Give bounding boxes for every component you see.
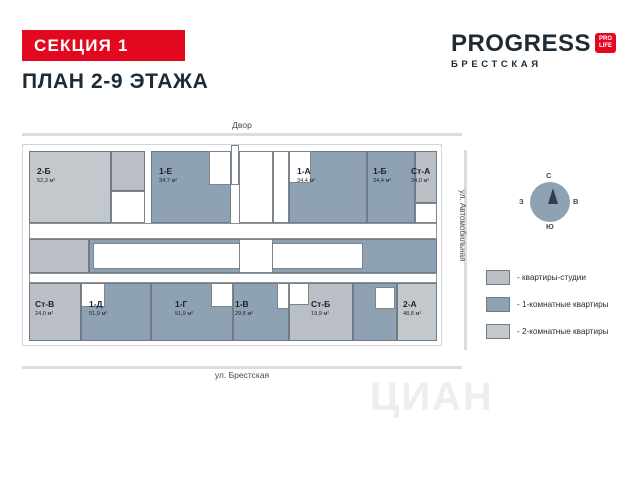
legend-label-one-room: - 1-комнатные квартиры <box>517 300 609 309</box>
label-1-A: 1-А 34,4 м² <box>297 166 316 185</box>
bathroom-1-V <box>277 283 289 309</box>
stair-core <box>239 151 273 223</box>
legend-label-two-room: - 2-комнатные квартиры <box>517 327 609 336</box>
street-bottom-text: ул. Брестская <box>214 370 270 380</box>
corridor-lower <box>29 273 437 283</box>
section-badge: СЕКЦИЯ 1 <box>22 30 185 61</box>
compass-north-label: С <box>546 171 552 180</box>
bathroom-2-A <box>375 287 395 309</box>
apartment-annex-a[interactable] <box>111 151 145 191</box>
label-St-A: Ст-А 24,0 м² <box>411 166 431 185</box>
watermark: ЦИАН <box>370 375 494 419</box>
label-St-V: Ст-В 24,0 м² <box>35 299 55 318</box>
logo-badge-line1: PRO <box>598 36 612 42</box>
apartment-1-B-top[interactable] <box>367 151 415 223</box>
logo-subtitle: БРЕСТСКАЯ <box>450 59 542 70</box>
legend-swatch-two-room <box>486 324 510 339</box>
bathroom-1-G <box>211 283 233 307</box>
inner-court <box>93 243 363 269</box>
label-2-A: 2-А 48,8 м² <box>403 299 422 318</box>
legend-label-studio: - квартиры-студии <box>517 273 586 282</box>
compass-south-label: Ю <box>546 222 554 231</box>
label-St-B: Ст-Б 19,9 м² <box>311 299 331 318</box>
logo-badge <box>595 33 616 53</box>
utility-left[interactable] <box>29 239 89 273</box>
compass-east-label: В <box>573 197 579 206</box>
page-title: ПЛАН 2-9 ЭТАЖА <box>22 70 209 93</box>
legend-item-one-room <box>486 297 631 312</box>
legend <box>486 270 631 351</box>
stair-core-lower <box>239 239 273 273</box>
corridor-upper <box>29 223 437 239</box>
street-top-text: Двор <box>232 120 252 130</box>
street-right-text: ул. Автомобильная <box>458 190 467 262</box>
service-room-a <box>111 191 145 223</box>
legend-swatch-studio <box>486 270 510 285</box>
label-2-B: 2-Б 52,3 м² <box>37 166 56 185</box>
compass-rose <box>520 172 580 232</box>
logo-badge-line2: LIFE <box>598 43 612 49</box>
brand-logo <box>451 30 616 70</box>
floor-plate <box>22 144 442 346</box>
legend-item-two-room <box>486 324 631 339</box>
bathroom-St-B <box>289 283 309 305</box>
logo-wordmark: PROGRESS <box>450 30 591 57</box>
label-1-G: 1-Г 51,9 м² <box>175 299 194 318</box>
legend-item-studio <box>486 270 631 285</box>
street-label-right <box>458 150 480 350</box>
shaft-left <box>231 145 239 185</box>
label-1-B: 1-Б 34,4 м² <box>373 166 392 185</box>
compass-needle-icon <box>548 188 558 204</box>
apartment-2-B[interactable] <box>29 151 111 223</box>
label-1-E: 1-Е 34,7 м² <box>159 166 178 185</box>
label-1-D: 1-Д 51,9 м² <box>89 299 108 318</box>
street-bottom-line <box>22 366 462 369</box>
plan-area <box>22 120 467 395</box>
street-label-top <box>22 120 462 134</box>
bathroom-1-E <box>209 151 231 185</box>
label-1-V: 1-В 29,6 м² <box>235 299 254 318</box>
legend-swatch-one-room <box>486 297 510 312</box>
compass-west-label: З <box>519 197 524 206</box>
elevator-shaft <box>273 151 289 223</box>
street-top-line <box>22 133 462 136</box>
service-room-b <box>415 203 437 223</box>
